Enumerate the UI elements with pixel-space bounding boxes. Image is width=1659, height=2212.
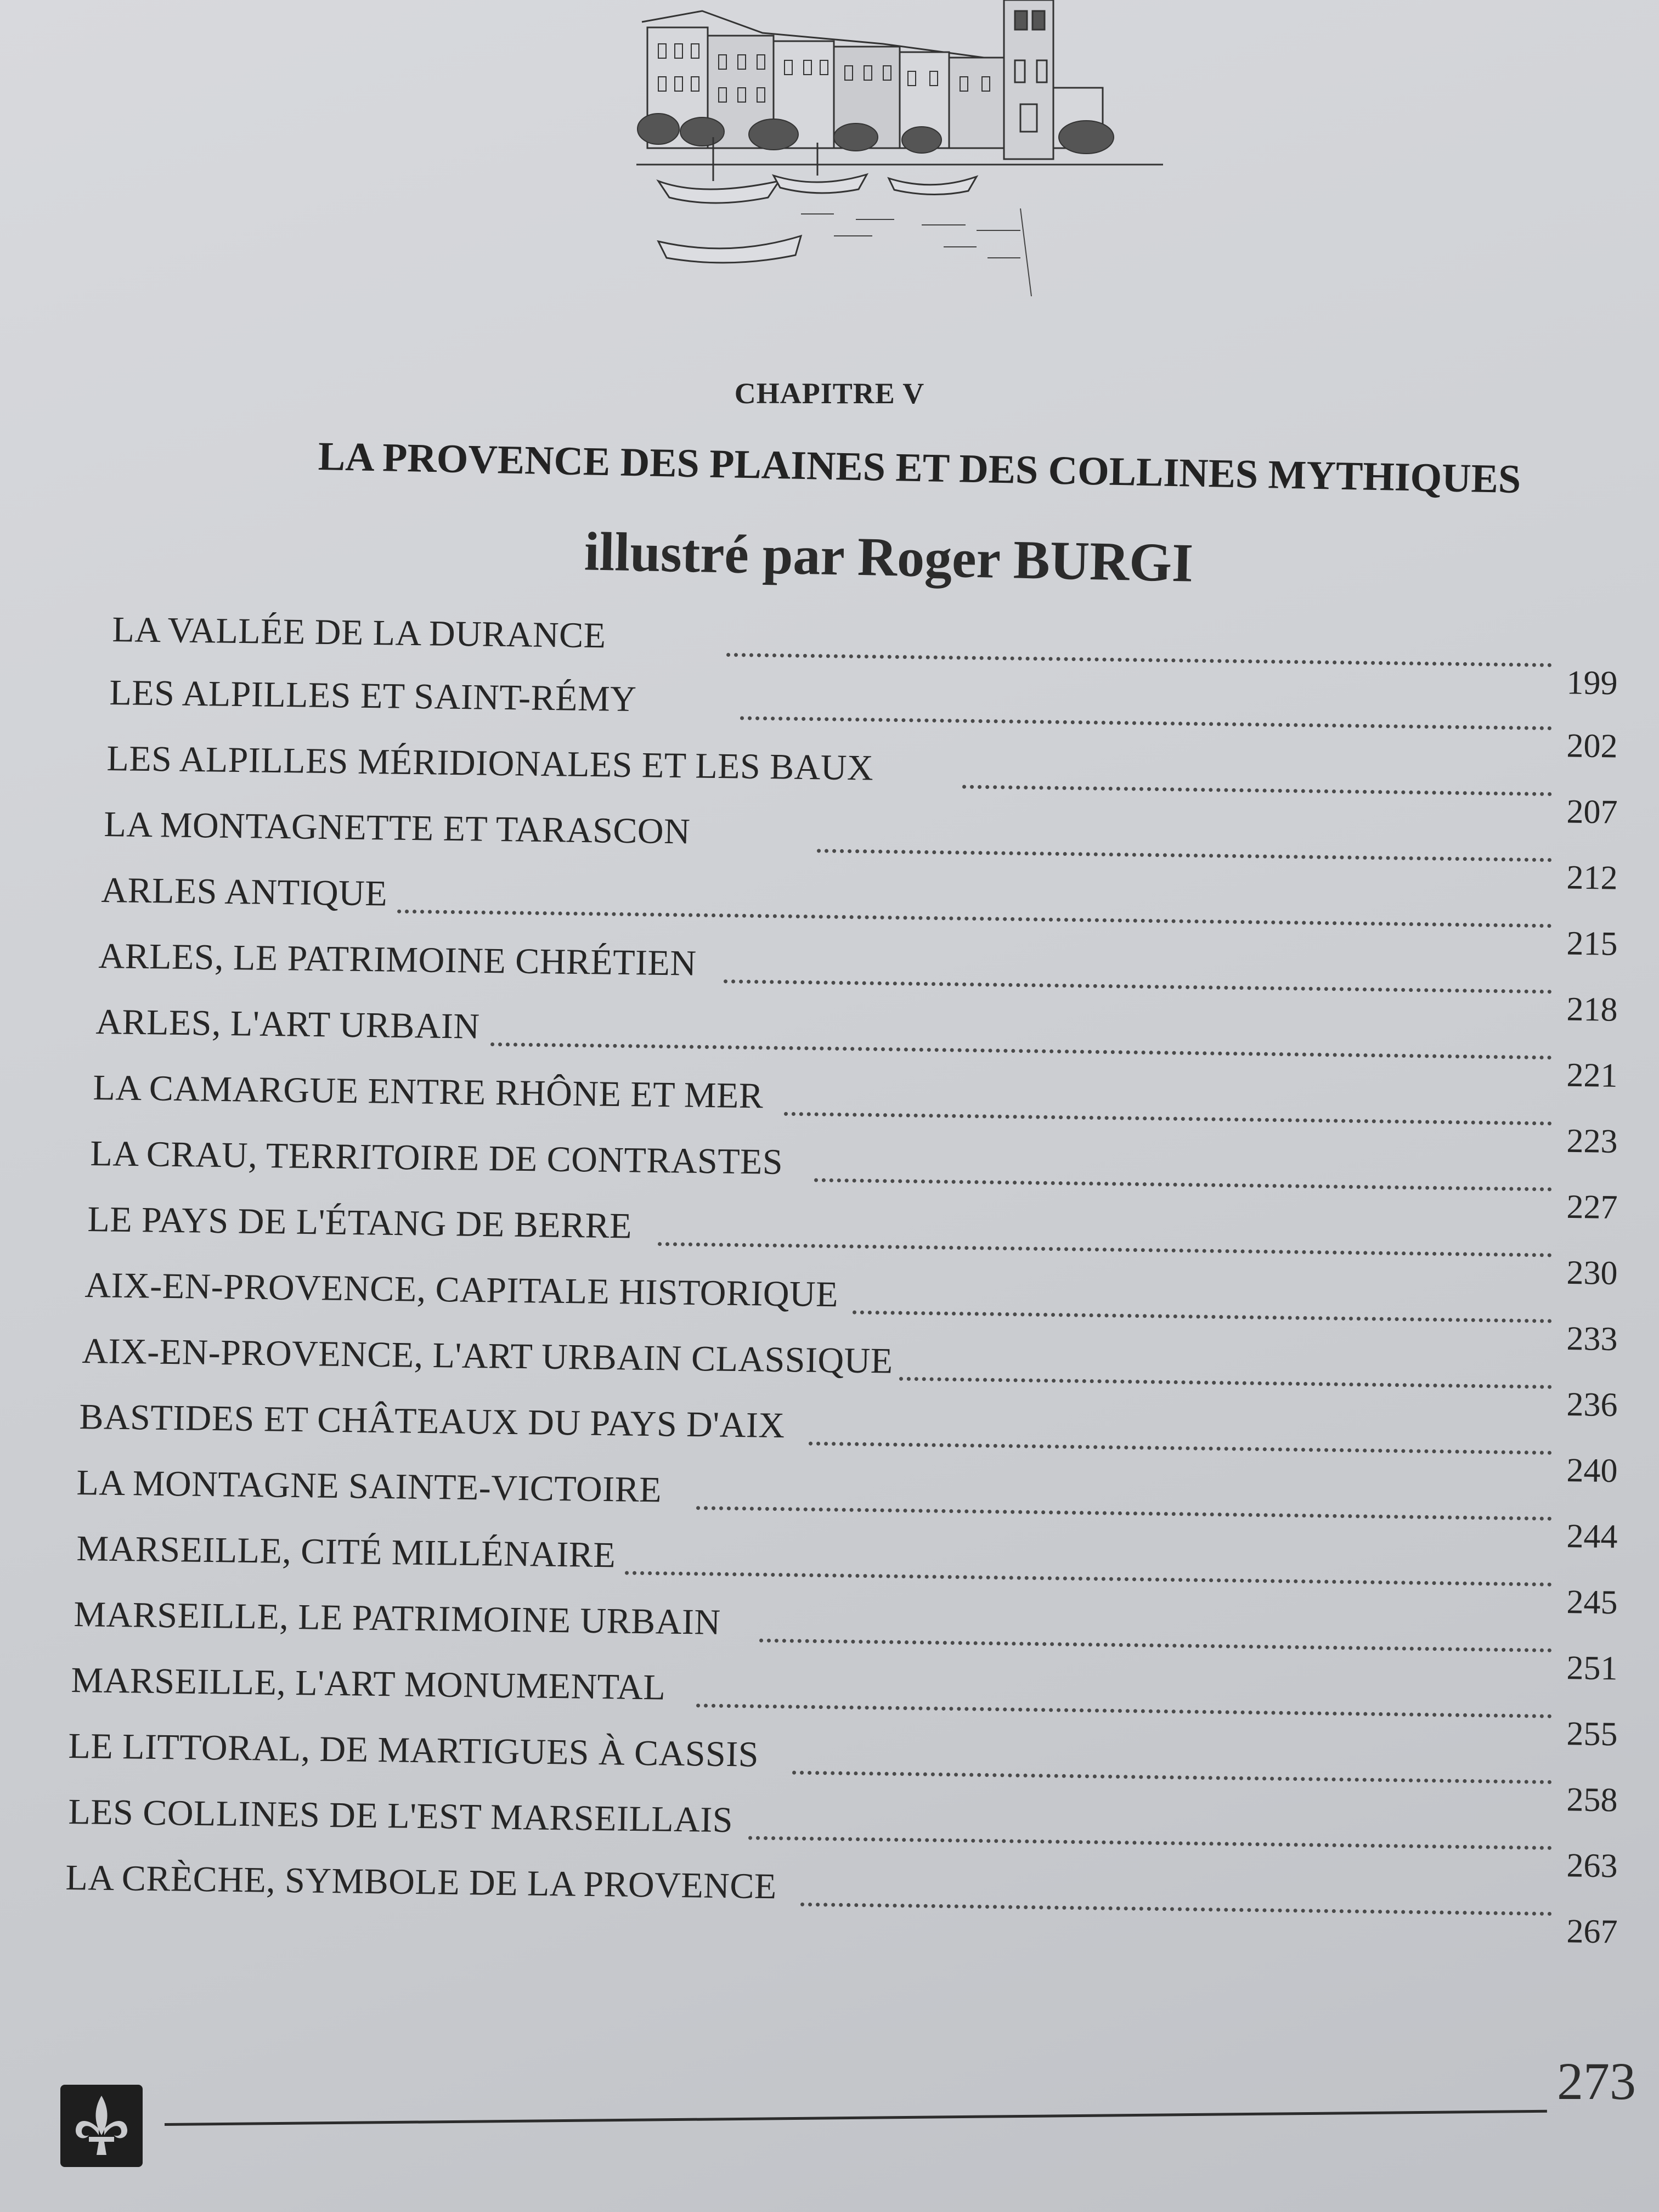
leader-dots	[817, 849, 1552, 862]
leader-dots	[658, 1242, 1552, 1257]
provence-emblem	[60, 2085, 143, 2167]
toc-entry-title: LE PAYS DE L'ÉTANG DE BERRE	[87, 1199, 633, 1246]
leader-dots	[853, 1311, 1552, 1323]
toc-entry-title: AIX-EN-PROVENCE, CAPITALE HISTORIQUE	[84, 1265, 839, 1315]
toc-entry-page: 251	[1566, 1649, 1618, 1688]
leader-dots	[800, 1903, 1552, 1916]
toc-entry-title: LA MONTAGNE SAINTE-VICTOIRE	[76, 1463, 662, 1510]
toc-entry-title: LES COLLINES DE L'EST MARSEILLAIS	[68, 1792, 733, 1841]
illustrator-credit: illustré par Roger BURGI	[583, 521, 1194, 594]
leader-dots	[962, 785, 1552, 797]
toc-entry-page: 263	[1566, 1847, 1618, 1885]
toc-entry-title: AIX-EN-PROVENCE, L'ART URBAIN CLASSIQUE	[82, 1331, 894, 1381]
leader-dots	[625, 1571, 1552, 1587]
toc-entry-page: 227	[1566, 1188, 1618, 1226]
toc-entry-title: LA CRAU, TERRITOIRE DE CONTRASTES	[90, 1133, 783, 1182]
toc-entry-page: 223	[1566, 1122, 1618, 1160]
toc-entry-page: 233	[1566, 1319, 1618, 1358]
toc-entry-title: LA VALLÉE DE LA DURANCE	[112, 609, 606, 656]
toc-entry-title: LA MONTAGNETTE ET TARASCON	[104, 804, 691, 852]
leader-dots	[696, 1506, 1552, 1521]
chapter-title: LA PROVENCE DES PLAINES ET DES COLLINES MYTHIQUES	[318, 434, 1521, 503]
toc-entry-page: 255	[1566, 1715, 1618, 1753]
leader-dots	[724, 979, 1552, 994]
leader-dots	[759, 1639, 1552, 1652]
toc-entry-page: 245	[1566, 1583, 1618, 1622]
toc-entry-page: 207	[1566, 793, 1618, 831]
toc-entry-page: 215	[1566, 924, 1618, 963]
toc-entry-page: 221	[1566, 1056, 1618, 1094]
toc-entry-page: 230	[1566, 1254, 1618, 1293]
toc-entry-title: MARSEILLE, L'ART MONUMENTAL	[71, 1660, 666, 1708]
toc-entry-title: LA CRÈCHE, SYMBOLE DE LA PROVENCE	[65, 1858, 777, 1907]
toc-entry-title: LE LITTORAL, DE MARTIGUES À CASSIS	[68, 1726, 759, 1775]
leader-dots	[748, 1836, 1552, 1850]
page-number: 273	[1557, 2052, 1636, 2111]
toc-entry-page: 240	[1566, 1452, 1618, 1490]
toc-entry-page: 202	[1566, 727, 1618, 765]
toc-entry-page: 258	[1566, 1781, 1618, 1819]
leader-dots	[397, 910, 1552, 928]
toc-entry-title: LES ALPILLES ET SAINT-RÉMY	[109, 672, 637, 720]
toc-entry-page: 199	[1566, 664, 1618, 702]
toc-entry-title: ARLES, LE PATRIMOINE CHRÉTIEN	[98, 935, 697, 984]
toc-entry-page: 218	[1566, 990, 1618, 1029]
toc-entry-title: ARLES, L'ART URBAIN	[95, 1001, 481, 1047]
toc-entry-title: LES ALPILLES MÉRIDIONALES ET LES BAUX	[106, 738, 874, 788]
toc-entry-page: 267	[1566, 1912, 1618, 1951]
leader-dots	[696, 1703, 1552, 1718]
leader-dots	[726, 653, 1552, 667]
toc-entry-title: MARSEILLE, LE PATRIMOINE URBAIN	[74, 1594, 721, 1643]
toc-entry-title: LA CAMARGUE ENTRE RHÔNE ET MER	[93, 1067, 764, 1116]
leader-dots	[792, 1771, 1552, 1784]
chapter-label: CHAPITRE V	[734, 377, 925, 410]
toc-entry-page: 212	[1566, 859, 1618, 897]
leader-dots	[784, 1112, 1552, 1126]
toc-entry-title: ARLES ANTIQUE	[101, 870, 388, 914]
leader-dots	[490, 1042, 1552, 1059]
toc-entry-page: 244	[1566, 1517, 1618, 1556]
leader-dots	[899, 1377, 1552, 1389]
fleur-de-lis-icon	[60, 2085, 143, 2167]
toc-entry-page: 236	[1566, 1386, 1618, 1424]
toc-entry-title: MARSEILLE, CITÉ MILLÉNAIRE	[76, 1528, 616, 1576]
leader-dots	[814, 1178, 1552, 1192]
toc-entry-title: BASTIDES ET CHÂTEAUX DU PAYS D'AIX	[79, 1397, 785, 1446]
leader-dots	[809, 1442, 1552, 1455]
leader-dots	[740, 716, 1552, 730]
